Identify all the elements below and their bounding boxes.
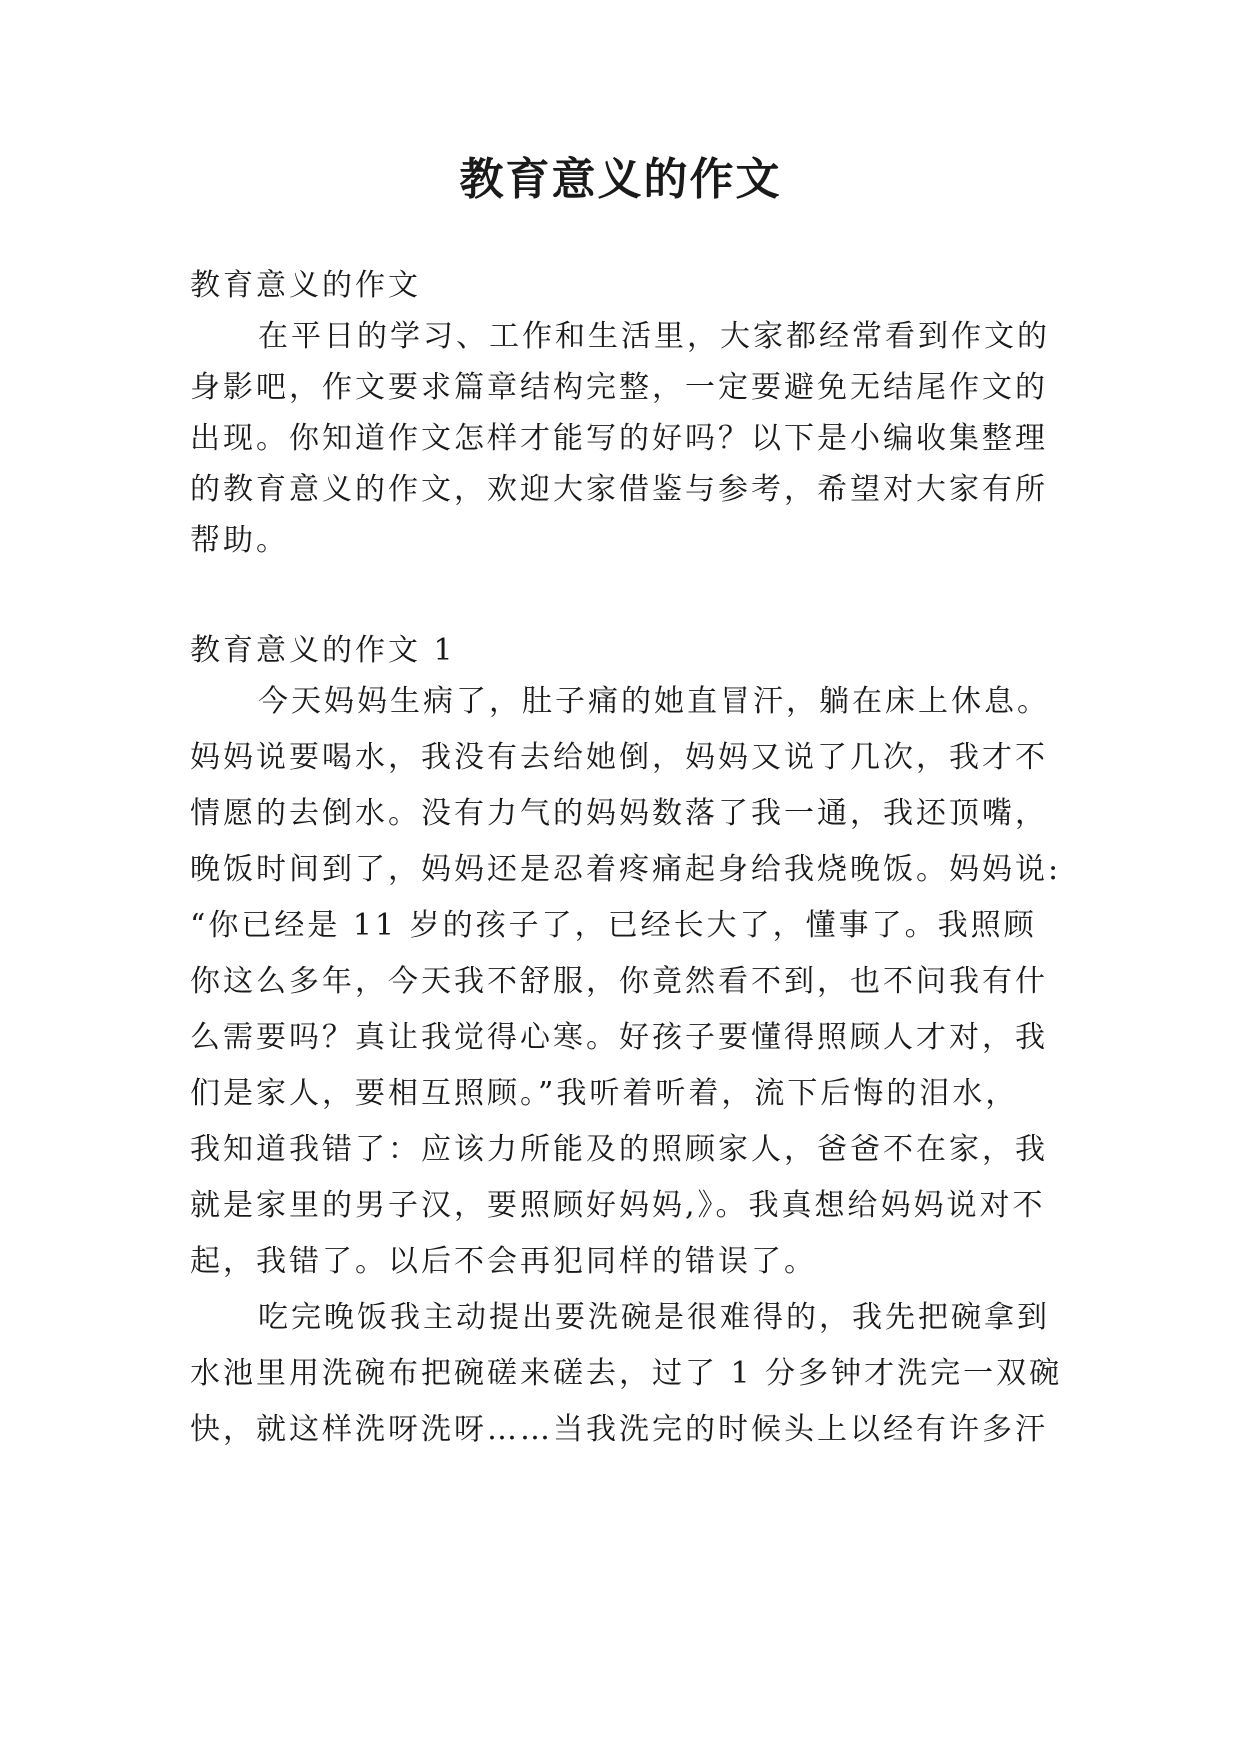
intro-line: 的教育意义的作文，欢迎大家借鉴与参考，希望对大家有所 (190, 472, 1048, 507)
essay1-line: 起，我错了。以后不会再犯同样的错误了。 (190, 1244, 817, 1279)
essay1-line: 今天妈妈生病了，肚子痛的她直冒汗，躺在床上休息。 (258, 684, 1050, 719)
essay1-line: 情愿的去倒水。没有力气的妈妈数落了我一通，我还顶嘴， (190, 796, 1048, 831)
intro-line: 出现。你知道作文怎样才能写的好吗？以下是小编收集整理 (190, 421, 1048, 456)
intro-line: 帮助。 (190, 523, 289, 558)
essay1-line: 快，就这样洗呀洗呀……当我洗完的时候头上以经有许多汗 (190, 1412, 1048, 1447)
essay1-heading: 教育意义的作文 1 (190, 633, 456, 668)
essay1-line: 们是家人，要相互照顾。”我听着听着，流下后悔的泪水， (190, 1076, 1019, 1111)
essay1-line: “你已经是 11 岁的孩子了，已经长大了，懂事了。我照顾 (190, 908, 1037, 943)
essay1-line: 么需要吗？真让我觉得心寒。好孩子要懂得照顾人才对，我 (190, 1020, 1048, 1055)
intro-heading: 教育意义的作文 (190, 268, 421, 303)
essay1-line: 晚饭时间到了，妈妈还是忍着疼痛起身给我烧晚饭。妈妈说: (190, 852, 1062, 887)
essay1-line: 妈妈说要喝水，我没有去给她倒，妈妈又说了几次，我才不 (190, 740, 1048, 775)
essay1-line: 吃完晚饭我主动提出要洗碗是很难得的，我先把碗拿到 (258, 1300, 1050, 1335)
document-title: 教育意义的作文 (459, 154, 782, 205)
essay1-line: 你这么多年，今天我不舒服，你竟然看不到，也不问我有什 (190, 964, 1048, 999)
essay1-line: 就是家里的男子汉，要照顾好妈妈,》。我真想给妈妈说对不 (190, 1188, 1046, 1223)
intro-line: 身影吧，作文要求篇章结构完整，一定要避免无结尾作文的 (190, 370, 1048, 405)
essay1-line: 我知道我错了：应该力所能及的照顾家人，爸爸不在家，我 (190, 1132, 1048, 1167)
intro-line: 在平日的学习、工作和生活里，大家都经常看到作文的 (258, 319, 1050, 354)
essay1-line: 水池里用洗碗布把碗磋来磋去，过了 1 分多钟才洗完一双碗 (190, 1356, 1063, 1391)
